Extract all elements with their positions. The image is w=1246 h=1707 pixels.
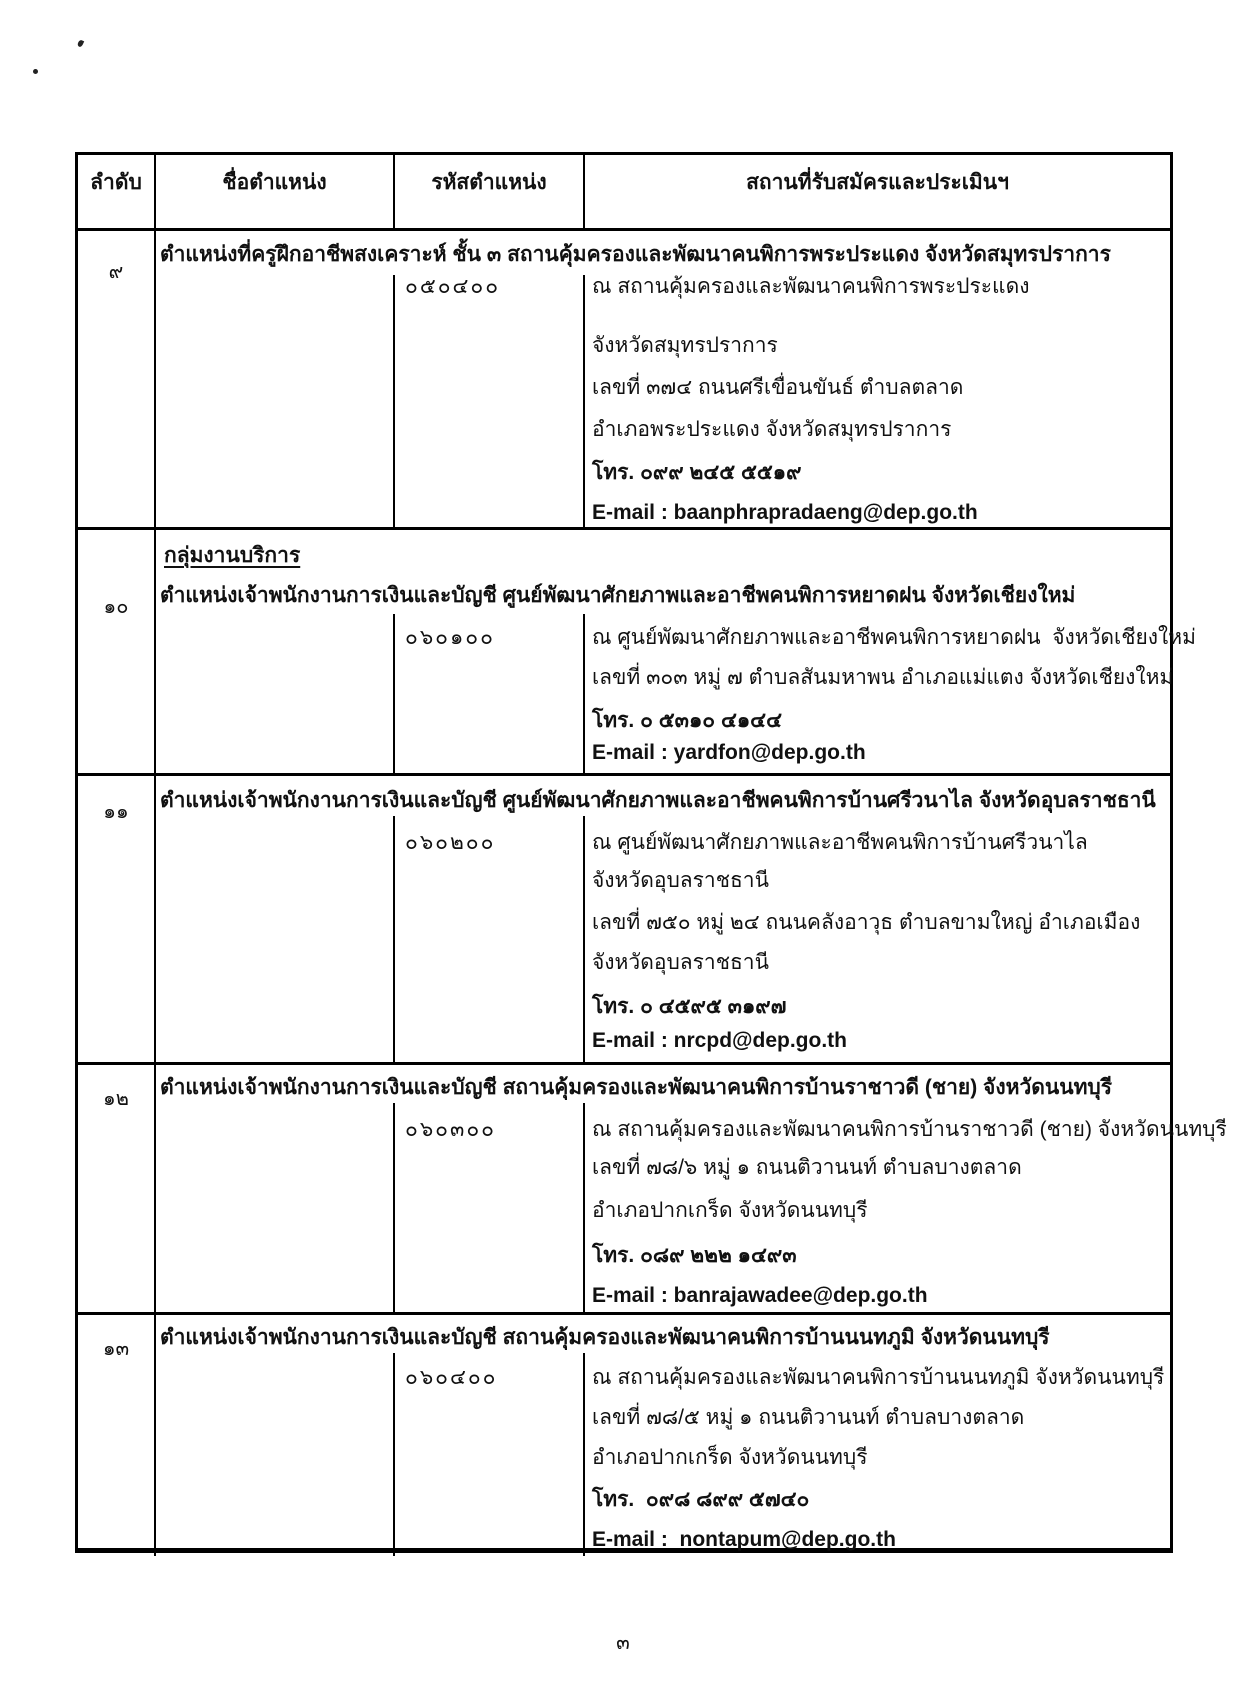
column-divider <box>583 1103 585 1312</box>
location-line: ณ สถานคุ้มครองและพัฒนาคนพิการบ้านนนทภูมิ จังหวัดนนทบุรี <box>592 1366 1165 1389</box>
position-title: ตำแหน่งเจ้าพนักงานการเงินและบัญชี ศูนย์พัฒนาศักยภาพและอาชีพคนพิการหยาดฝน จังหวัดเชียงใหม่ <box>160 584 1076 607</box>
location-line: เลขที่ ๓๐๓ หมู่ ๗ ตำบลสันมหาพน อำเภอแม่แตง จังหวัดเชียงใหม่ <box>592 666 1174 689</box>
column-divider <box>154 231 156 527</box>
location-line: เลขที่ ๗๘/๕ หมู่ ๑ ถนนติวานนท์ ตำบลบางตลาด <box>592 1406 1025 1429</box>
page-number: ๓ <box>616 1632 630 1654</box>
table-row <box>78 1315 1170 1556</box>
position-code: ๐๖๐๔๐๐ <box>405 1366 498 1389</box>
table-row <box>78 231 1170 530</box>
column-divider <box>583 275 585 527</box>
position-code: ๐๖๐๑๐๐ <box>405 626 495 649</box>
group-label: กลุ่มงานบริการ <box>164 544 301 567</box>
column-divider <box>583 816 585 1062</box>
email-line: E-mail : nrcpd@dep.go.th <box>592 1029 847 1052</box>
table-row <box>78 1065 1227 1315</box>
location-line: ณ สถานคุ้มครองและพัฒนาคนพิการบ้านราชาวดี (ชาย) จังหวัดนนทบุรี <box>592 1118 1227 1141</box>
email-line: E-mail : banrajawadee@dep.go.th <box>592 1284 928 1307</box>
email-line: E-mail : yardfon@dep.go.th <box>592 741 866 764</box>
position-title: ตำแหน่งเจ้าพนักงานการเงินและบัญชี สถานคุ้มครองและพัฒนาคนพิการบ้านราชาวดี (ชาย) จังหวัดนนทบุรี <box>160 1076 1113 1099</box>
table-row <box>78 776 1170 1065</box>
location-line: จังหวัดสมุทรปราการ <box>592 334 778 357</box>
scan-speck <box>33 69 38 74</box>
column-divider <box>583 1353 585 1556</box>
col-header-order: ลำดับ <box>90 171 142 194</box>
position-title: ตำแหน่งที่ครูฝึกอาชีพสงเคราะห์ ชั้น ๓ สถานคุ้มครองและพัฒนาคนพิการพระประแดง จังหวัดสมุทรปราการ <box>160 243 1111 266</box>
scan-speck <box>77 39 84 47</box>
row-number: ๑๑ <box>103 801 129 823</box>
positions-table <box>75 152 1227 1553</box>
row-number: ๑๐ <box>103 596 129 618</box>
row-number: ๙ <box>108 261 124 283</box>
phone-line: โทร. ๐๙๙ ๒๔๕ ๕๕๑๙ <box>592 461 802 484</box>
location-line: จังหวัดอุบลราชธานี <box>592 869 769 892</box>
table-header-row <box>78 155 1170 231</box>
column-divider <box>154 530 156 773</box>
row-number: ๑๓ <box>102 1338 130 1360</box>
column-divider <box>154 1315 156 1556</box>
col-header-position-name: ชื่อตำแหน่ง <box>154 155 393 228</box>
phone-line: โทร. ๐ ๔๕๙๕ ๓๑๙๗ <box>592 995 787 1018</box>
row-number: ๑๒ <box>103 1088 129 1110</box>
column-divider <box>154 776 156 1062</box>
column-divider <box>393 1103 395 1312</box>
column-divider <box>583 614 585 773</box>
location-line: อำเภอปากเกร็ด จังหวัดนนทบุรี <box>592 1446 868 1469</box>
location-line: เลขที่ ๗๘/๖ หมู่ ๑ ถนนติวานนท์ ตำบลบางตลาด <box>592 1156 1022 1179</box>
table-row <box>78 530 1196 776</box>
position-code: ๐๕๐๔๐๐ <box>405 275 501 298</box>
phone-line: โทร. ๐๘๙ ๒๒๒ ๑๔๙๓ <box>592 1244 797 1267</box>
col-header-position-code: รหัสตำแหน่ง <box>393 155 583 228</box>
phone-line: โทร. ๐๙๘ ๘๙๙ ๕๗๔๐ <box>592 1488 810 1511</box>
location-line: ณ สถานคุ้มครองและพัฒนาคนพิการพระประแดง <box>592 275 1030 298</box>
column-divider <box>393 614 395 773</box>
location-line: อำเภอพระประแดง จังหวัดสมุทรปราการ <box>592 418 952 441</box>
col-header-location: สถานที่รับสมัครและประเมินฯ <box>583 155 1170 228</box>
location-line: อำเภอปากเกร็ด จังหวัดนนทบุรี <box>592 1199 868 1222</box>
email-line: E-mail : nontapum@dep.go.th <box>592 1528 896 1551</box>
location-line: เลขที่ ๓๗๔ ถนนศรีเขื่อนขันธ์ ตำบลตลาด <box>592 376 964 399</box>
column-divider <box>154 1065 156 1312</box>
email-line: E-mail : baanphrapradaeng@dep.go.th <box>592 501 978 524</box>
location-line: เลขที่ ๗๕๐ หมู่ ๒๔ ถนนคลังอาวุธ ตำบลขามใหญ่ อำเภอเมือง <box>592 911 1141 934</box>
column-divider <box>393 275 395 527</box>
position-code: ๐๖๐๓๐๐ <box>405 1118 496 1141</box>
location-line: ณ ศูนย์พัฒนาศักยภาพและอาชีพคนพิการหยาดฝน จังหวัดเชียงใหม่ <box>592 626 1196 649</box>
location-line: ณ ศูนย์พัฒนาศักยภาพและอาชีพคนพิการบ้านศรีวนาไล <box>592 831 1088 854</box>
column-divider <box>393 816 395 1062</box>
location-line: จังหวัดอุบลราชธานี <box>592 951 769 974</box>
column-divider <box>393 1353 395 1556</box>
position-title: ตำแหน่งเจ้าพนักงานการเงินและบัญชี สถานคุ้มครองและพัฒนาคนพิการบ้านนนทภูมิ จังหวัดนนทบุรี <box>160 1326 1050 1349</box>
position-code: ๐๖๐๒๐๐ <box>405 831 496 854</box>
position-title: ตำแหน่งเจ้าพนักงานการเงินและบัญชี ศูนย์พัฒนาศักยภาพและอาชีพคนพิการบ้านศรีวนาไล จังหวัดอุบลราชธานี <box>160 789 1156 812</box>
phone-line: โทร. ๐ ๕๓๑๐ ๔๑๔๔ <box>592 709 782 732</box>
